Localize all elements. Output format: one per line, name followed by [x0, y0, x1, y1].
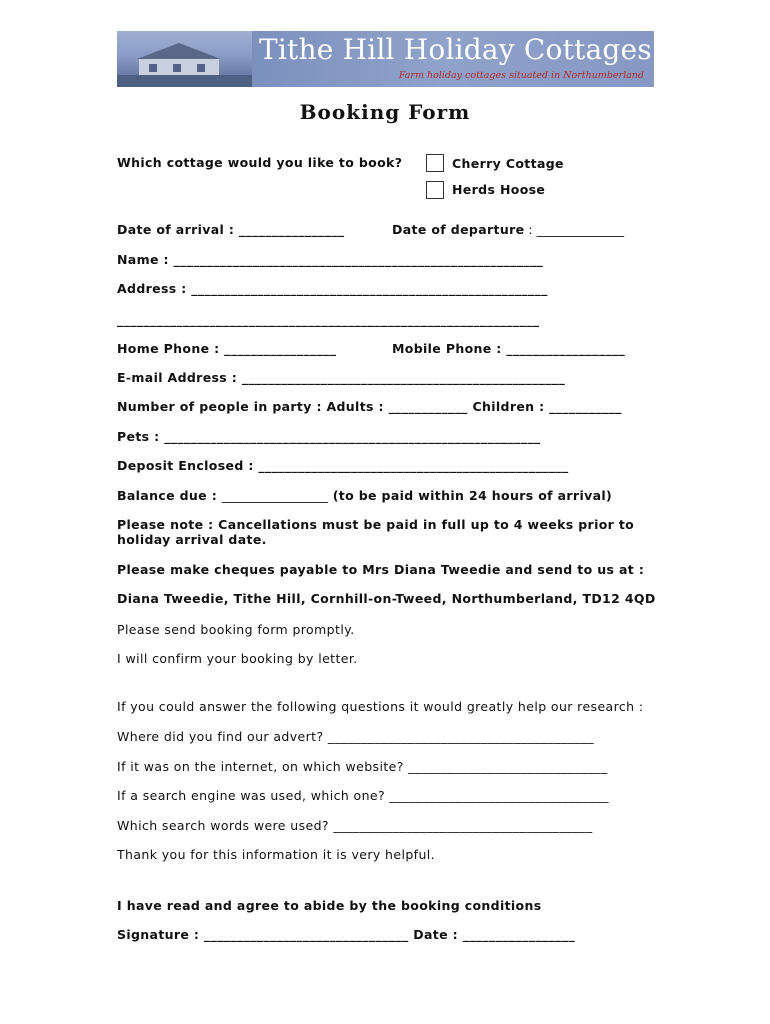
cherry-cottage-label: Cherry Cottage: [452, 156, 564, 171]
departure-blank: : ______________: [528, 222, 625, 237]
departure-label: Date of departure: [392, 222, 525, 237]
balance-field[interactable]: _________________: [221, 488, 328, 503]
address-field-line2[interactable]: ________________________________________________________________: [117, 312, 540, 327]
research-intro: If you could answer the following questions it would greatly help our research :: [117, 699, 644, 714]
balance-note: (to be paid within 24 hours of arrival): [332, 488, 613, 503]
adults-field[interactable]: ____________: [388, 399, 468, 414]
mobile-phone-field[interactable]: Mobile Phone : __________________: [392, 341, 626, 356]
cherry-cottage-checkbox[interactable]: [426, 154, 444, 172]
website-question-field[interactable]: If it was on the internet, on which website? ______________________________: [117, 759, 608, 774]
departure-field[interactable]: [392, 222, 624, 237]
children-label: Children :: [472, 399, 545, 414]
search-engine-question-field[interactable]: If a search engine was used, which one? _________________________________: [117, 788, 609, 803]
herds-hoose-checkbox[interactable]: [426, 181, 444, 199]
deposit-field[interactable]: Deposit Enclosed : _______________________________________________: [117, 458, 569, 473]
party-size-row: [117, 399, 622, 414]
confirm-note: I will confirm your booking by letter.: [117, 651, 358, 666]
balance-row: [117, 488, 612, 503]
cottage-question: Which cottage would you like to book?: [117, 155, 403, 170]
signature-field[interactable]: Signature : _______________________________: [117, 927, 409, 942]
email-field[interactable]: E-mail Address : _________________________________________________: [117, 370, 566, 385]
pets-field[interactable]: Pets : _________________________________________________________: [117, 429, 541, 444]
banner-subtitle: Farm holiday cottages situated in Northumberland: [398, 70, 644, 81]
search-words-question-field[interactable]: Which search words were used? _______________________________________: [117, 818, 593, 833]
cancellation-note-line2: holiday arrival date.: [117, 532, 267, 547]
address-field[interactable]: Address : ______________________________________________________: [117, 281, 548, 296]
herds-hoose-label: Herds Hoose: [452, 182, 546, 197]
cancellation-note-line1: Please note : Cancellations must be paid in full up to 4 weeks prior to: [117, 517, 635, 532]
header-banner: [117, 31, 654, 87]
signature-row: [117, 927, 575, 942]
thanks-note: Thank you for this information it is very helpful.: [117, 847, 436, 862]
signature-date-field[interactable]: Date : _________________: [413, 927, 575, 942]
cheques-note: Please make cheques payable to Mrs Diana Tweedie and send to us at :: [117, 562, 645, 577]
advert-question-field[interactable]: Where did you find our advert? ________________________________________: [117, 729, 594, 744]
page-title: Booking Form: [299, 100, 471, 124]
home-phone-field[interactable]: Home Phone : _________________: [117, 341, 337, 356]
children-field[interactable]: ___________: [549, 399, 622, 414]
name-field[interactable]: Name : ________________________________________________________: [117, 252, 544, 267]
banner-title: Tithe Hill Holiday Cottages: [259, 33, 652, 66]
send-promptly-note: Please send booking form promptly.: [117, 622, 355, 637]
cottage-photo: [117, 31, 252, 87]
arrival-field[interactable]: Date of arrival : ________________: [117, 222, 345, 237]
party-label: Number of people in party : Adults :: [117, 399, 384, 414]
postal-address: Diana Tweedie, Tithe Hill, Cornhill-on-Tweed, Northumberland, TD12 4QD: [117, 591, 656, 606]
agreement-statement: I have read and agree to abide by the booking conditions: [117, 898, 542, 913]
balance-label: Balance due :: [117, 488, 218, 503]
